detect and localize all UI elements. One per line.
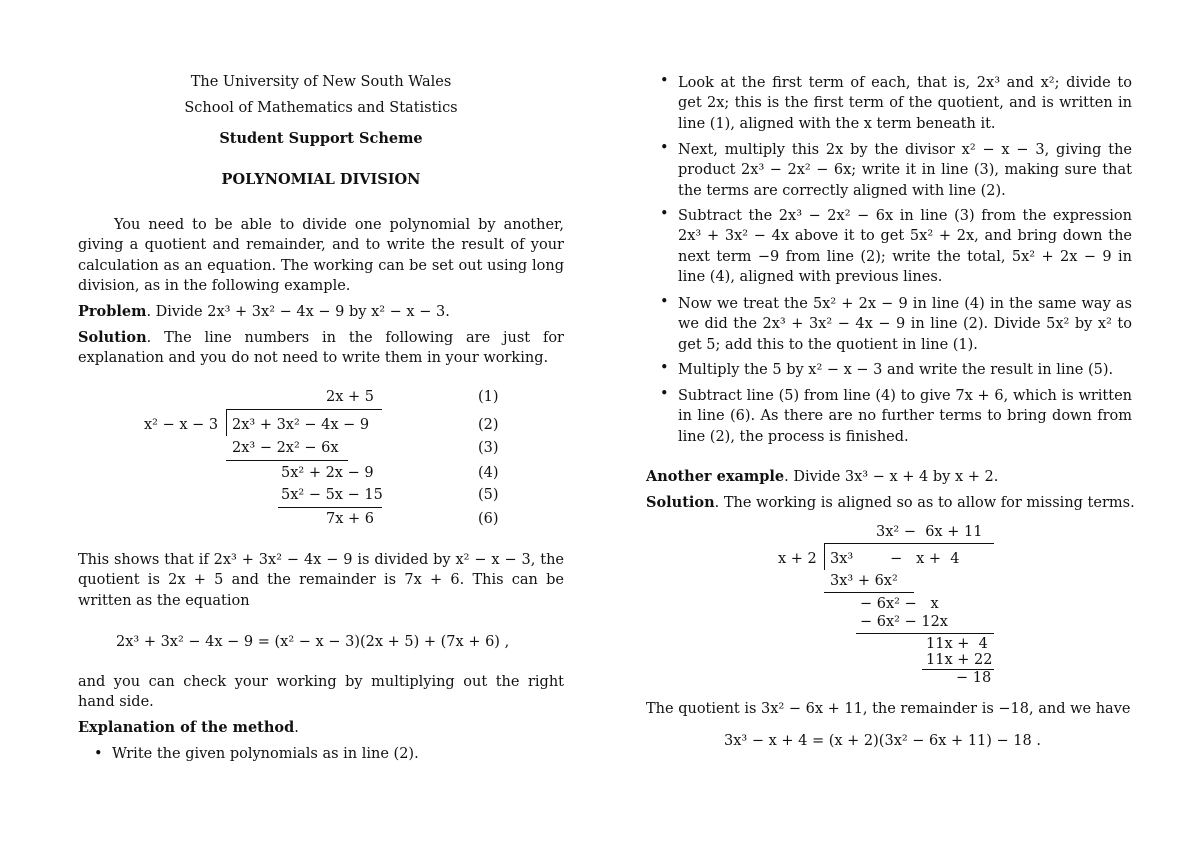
solution-statement (78, 328, 564, 369)
result-paragraph: This shows that if 2x³ + 3x² − 4x − 9 is divided by x² − x − 3, the quotient is 2x + 5 and the remainder is 7x + 6. This can be written as the equation (78, 552, 564, 609)
division2-line-3: 3x³ + 6x² (830, 573, 898, 589)
division1-line-2: 2x³ + 3x² − 4x − 9 (232, 417, 370, 433)
division2-line-1: 3x² − 6x + 11 (876, 524, 983, 540)
division2-rule-1 (824, 592, 914, 593)
solution2-text: . The working is aligned so as to allow for missing terms. (714, 495, 1135, 511)
bullet-marker: • (660, 386, 669, 402)
explanation-heading-period: . (294, 720, 299, 736)
line-number-3: (3) (478, 440, 499, 456)
division2-divisor: x + 2 (778, 551, 817, 567)
division2-line-8: − 18 (956, 670, 992, 686)
bullet-text-4: Now we treat the 5x² + 2x − 9 in line (4) in the same way as we did the 2x³ + 3x² − 4x − 9 in line (2). Divide 5x² by x² to get 5; add this to the quotient in line (1). (678, 296, 1132, 353)
division1-line-1: 2x + 5 (326, 389, 374, 405)
university-name: The University of New South Wales (190, 74, 452, 90)
bullet-text-3: Subtract the 2x³ − 2x² − 6x in line (3) from the expression 2x³ + 3x² − 4x above it to get 5x² + 2x, and bring down the next term −9 from line (2); write the total, 5x² + 2x − 9 in line (4), aligned with previous lines. (678, 208, 1132, 285)
equation-2: 3x³ − x + 4 = (x + 2)(3x² − 6x + 11) − 18 . (724, 733, 1041, 749)
another-example (646, 467, 998, 487)
line-number-6: (6) (478, 511, 499, 527)
intro-paragraph: You need to be able to divide one polynomial by another, giving a quotient and remainder, and to write the result of your calculation as an equation. The working can be set out using long division, as in the following example. (78, 217, 564, 294)
problem-statement (78, 302, 564, 322)
division2-bar-top (824, 543, 994, 544)
division1-line-4: 5x² + 2x − 9 (281, 465, 374, 481)
division1-rule-1 (226, 460, 348, 461)
solution-2 (646, 493, 1135, 513)
another-label: Another example (646, 468, 785, 485)
bullet-text-1: Look at the first term of each, that is, 2x³ and x²; divide to get 2x; this is the first term of the quotient, and is written in line (1), aligned with the x term beneath it. (678, 75, 1132, 132)
solution-text: . The line numbers in the following are just for explanation and you do not need to write them in your working. (78, 330, 564, 367)
division1-divisor: x² − x − 3 (144, 417, 219, 433)
explanation-heading (78, 718, 299, 738)
page-title: POLYNOMIAL DIVISION (221, 171, 421, 188)
division2-line-4: − 6x² − x (860, 596, 939, 612)
problem-text: . Divide 2x³ + 3x² − 4x − 9 by x² − x − 3. (146, 304, 450, 320)
line-number-5: (5) (478, 487, 499, 503)
division1-line-3: 2x³ − 2x² − 6x (232, 440, 339, 456)
bullet-marker: • (94, 746, 103, 762)
another-text: . Divide 3x³ − x + 4 by x + 2. (784, 469, 999, 485)
division1-bar-top (226, 409, 382, 410)
division1-bracket (226, 409, 227, 436)
bullet-marker: • (660, 140, 669, 156)
school-name: School of Mathematics and Statistics (184, 100, 458, 116)
explanation-heading-text: Explanation of the method (78, 719, 295, 736)
problem-label: Problem (78, 303, 147, 320)
division2-line-6: 11x + 4 (926, 636, 988, 652)
bullet-marker: • (660, 73, 669, 89)
bullet-marker: • (660, 206, 669, 222)
bullet-marker: • (660, 360, 669, 376)
bullet-marker: • (660, 294, 669, 310)
line-number-1: (1) (478, 389, 499, 405)
bullet-text-5: Multiply the 5 by x² − x − 3 and write the result in line (5). (678, 362, 1114, 378)
scheme-name: Student Support Scheme (219, 130, 423, 147)
final-paragraph: The quotient is 3x² − 6x + 11, the remainder is −18, and we have (646, 701, 1131, 717)
division2-line-2: 3x³ − x + 4 (830, 551, 960, 567)
solution-label: Solution (78, 329, 147, 346)
right-column (646, 0, 1135, 749)
division1-line-6: 7x + 6 (326, 511, 374, 527)
division2-bracket (824, 543, 825, 570)
bullet-text-2: Next, multiply this 2x by the divisor x² − x − 3, giving the product 2x³ − 2x² − 6x; write it in line (3), making sure that the terms are correctly aligned with line (2). (678, 142, 1132, 199)
division1-line-5: 5x² − 5x − 15 (281, 487, 383, 503)
first-bullet: Write the given polynomials as in line (2). (112, 746, 419, 762)
division1-rule-2 (278, 507, 382, 508)
line-number-2: (2) (478, 417, 499, 433)
equation-1: 2x³ + 3x² − 4x − 9 = (x² − x − 3)(2x + 5) + (7x + 6) , (116, 634, 510, 650)
division2-line-5: − 6x² − 12x (860, 614, 948, 630)
bullet-text-6: Subtract line (5) from line (4) to give 7x + 6, which is written in line (6). As there are no further terms to bring down from line (2), the process is finished. (678, 388, 1132, 445)
division2-line-7: 11x + 22 (926, 652, 993, 668)
check-paragraph: and you can check your working by multiplying out the right hand side. (78, 674, 564, 711)
line-number-4: (4) (478, 465, 499, 481)
solution2-label: Solution (646, 494, 715, 511)
